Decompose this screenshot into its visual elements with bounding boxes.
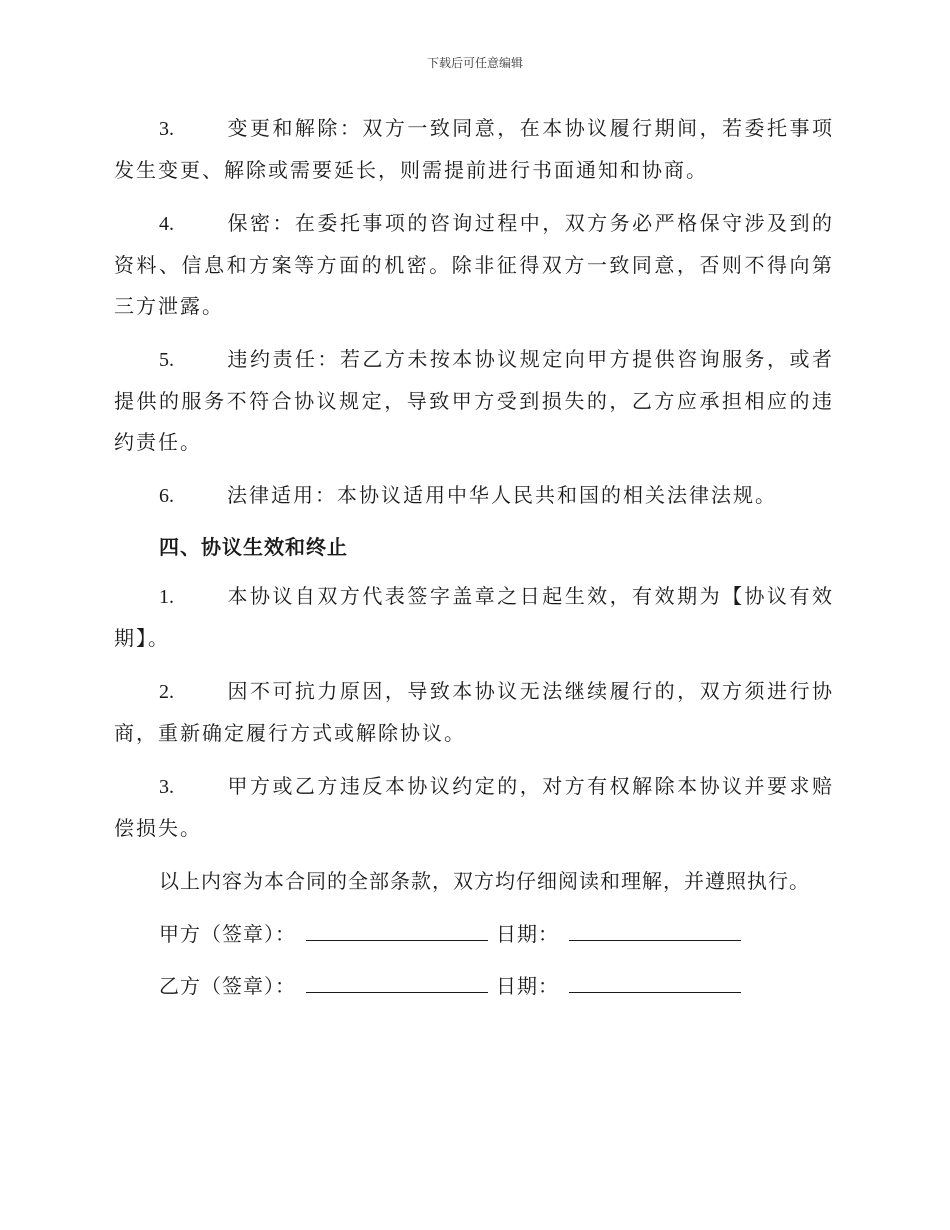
party-b-date-line[interactable] bbox=[569, 970, 741, 993]
closing-statement: 以上内容为本合同的全部条款，双方均仔细阅读和理解，并遵照执行。 bbox=[159, 869, 810, 893]
party-b-signature-line[interactable] bbox=[306, 970, 488, 993]
clause-text: 法律适用：本协议适用中华人民共和国的相关法律法规。 bbox=[227, 483, 777, 507]
date-label: 日期： bbox=[496, 922, 559, 946]
party-a-signature-line[interactable] bbox=[306, 918, 488, 941]
signature-row-party-b bbox=[114, 966, 834, 1007]
clause-3-change-termination bbox=[114, 108, 834, 191]
clause-number: 3. bbox=[159, 118, 174, 140]
party-a-label: 甲方（签章）： bbox=[159, 922, 296, 946]
clause-number: 4. bbox=[159, 213, 174, 235]
clause-text: 违约责任：若乙方未按本协议规定向甲方提供咨询服务，或者提供的服务不符合协议规定，导致甲方受到损失的，乙方应承担相应的违约责任。 bbox=[114, 347, 834, 454]
clause-number: 1. bbox=[159, 586, 174, 608]
page-header: 下载后可任意编辑 bbox=[426, 56, 523, 70]
clause-text: 变更和解除：双方一致同意，在本协议履行期间，若委托事项发生变更、解除或需要延长，则需提前进行书面通知和协商。 bbox=[114, 116, 834, 182]
clause-force-majeure bbox=[114, 671, 834, 754]
clause-effective bbox=[114, 576, 834, 659]
clause-number: 6. bbox=[159, 485, 174, 507]
party-a-date-line[interactable] bbox=[569, 918, 741, 941]
clause-text: 本协议自双方代表签字盖章之日起生效，有效期为【协议有效期】。 bbox=[114, 584, 834, 650]
clause-breach-termination bbox=[114, 766, 834, 849]
date-label: 日期： bbox=[496, 974, 559, 998]
section-heading: 四、协议生效和终止 bbox=[159, 535, 348, 559]
clause-text: 甲方或乙方违反本协议约定的，对方有权解除本协议并要求赔偿损失。 bbox=[114, 774, 834, 840]
clause-number: 2. bbox=[159, 681, 174, 703]
signature-row-party-a bbox=[114, 914, 834, 955]
document-body bbox=[114, 108, 834, 1018]
party-b-label: 乙方（签章）： bbox=[159, 974, 296, 998]
clause-number: 3. bbox=[159, 776, 174, 798]
clause-4-confidentiality bbox=[114, 203, 834, 327]
clause-6-applicable-law bbox=[114, 475, 834, 517]
clause-text: 因不可抗力原因，导致本协议无法继续履行的，双方须进行协商，重新确定履行方式或解除协议。 bbox=[114, 679, 834, 745]
clause-number: 5. bbox=[159, 349, 174, 371]
clause-text: 保密：在委托事项的咨询过程中，双方务必严格保守涉及到的资料、信息和方案等方面的机密。除非征得双方一致同意，否则不得向第三方泄露。 bbox=[114, 211, 834, 318]
clause-5-liability bbox=[114, 339, 834, 463]
